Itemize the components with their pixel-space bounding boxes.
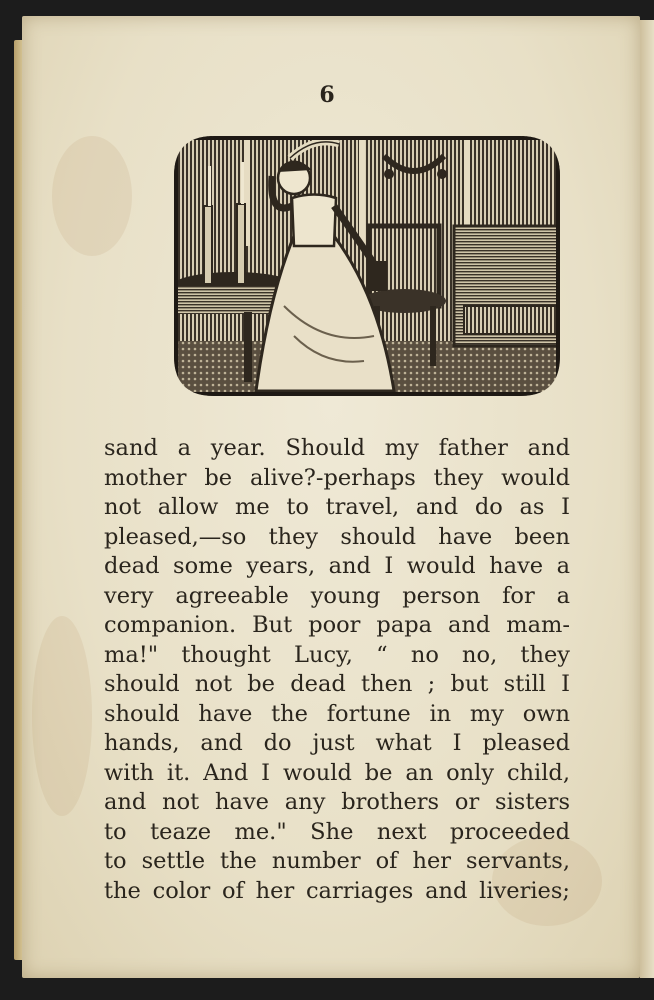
text-line: ma!" thought Lucy, “ no no, they xyxy=(104,641,570,668)
text-line: to teaze me." She next proceeded xyxy=(104,818,570,845)
text-line: pleased,—so they should have been xyxy=(104,523,570,550)
text-line: mother be alive?-perhaps they would xyxy=(104,464,570,491)
paper-stain xyxy=(52,136,132,256)
engraving-illustration xyxy=(174,136,560,396)
text-line: sand a year. Should my father and xyxy=(104,435,570,461)
text-line: not allow me to travel, and do as I xyxy=(104,494,570,520)
text-line: with it. And I would be an only child, xyxy=(104,759,570,786)
text-line: to settle the number of her servants, xyxy=(104,848,570,874)
text-line: very agreeable young person for a xyxy=(104,582,570,609)
text-line: dead some years, and I would have a xyxy=(104,553,570,579)
page-number: 6 xyxy=(319,82,335,108)
text-line: should not be dead then ; but still I xyxy=(104,671,570,697)
text-line: the color of her carriages and liveries; xyxy=(104,877,570,904)
body-text xyxy=(104,434,570,906)
next-page-edge xyxy=(640,20,654,978)
text-line: hands, and do just what I pleased xyxy=(104,730,570,756)
text-line: should have the fortune in my own xyxy=(104,700,570,727)
text-line: and not have any brothers or sisters xyxy=(104,789,570,815)
paper-stain xyxy=(32,616,92,816)
text-line: companion. But poor papa and mam- xyxy=(104,612,570,638)
